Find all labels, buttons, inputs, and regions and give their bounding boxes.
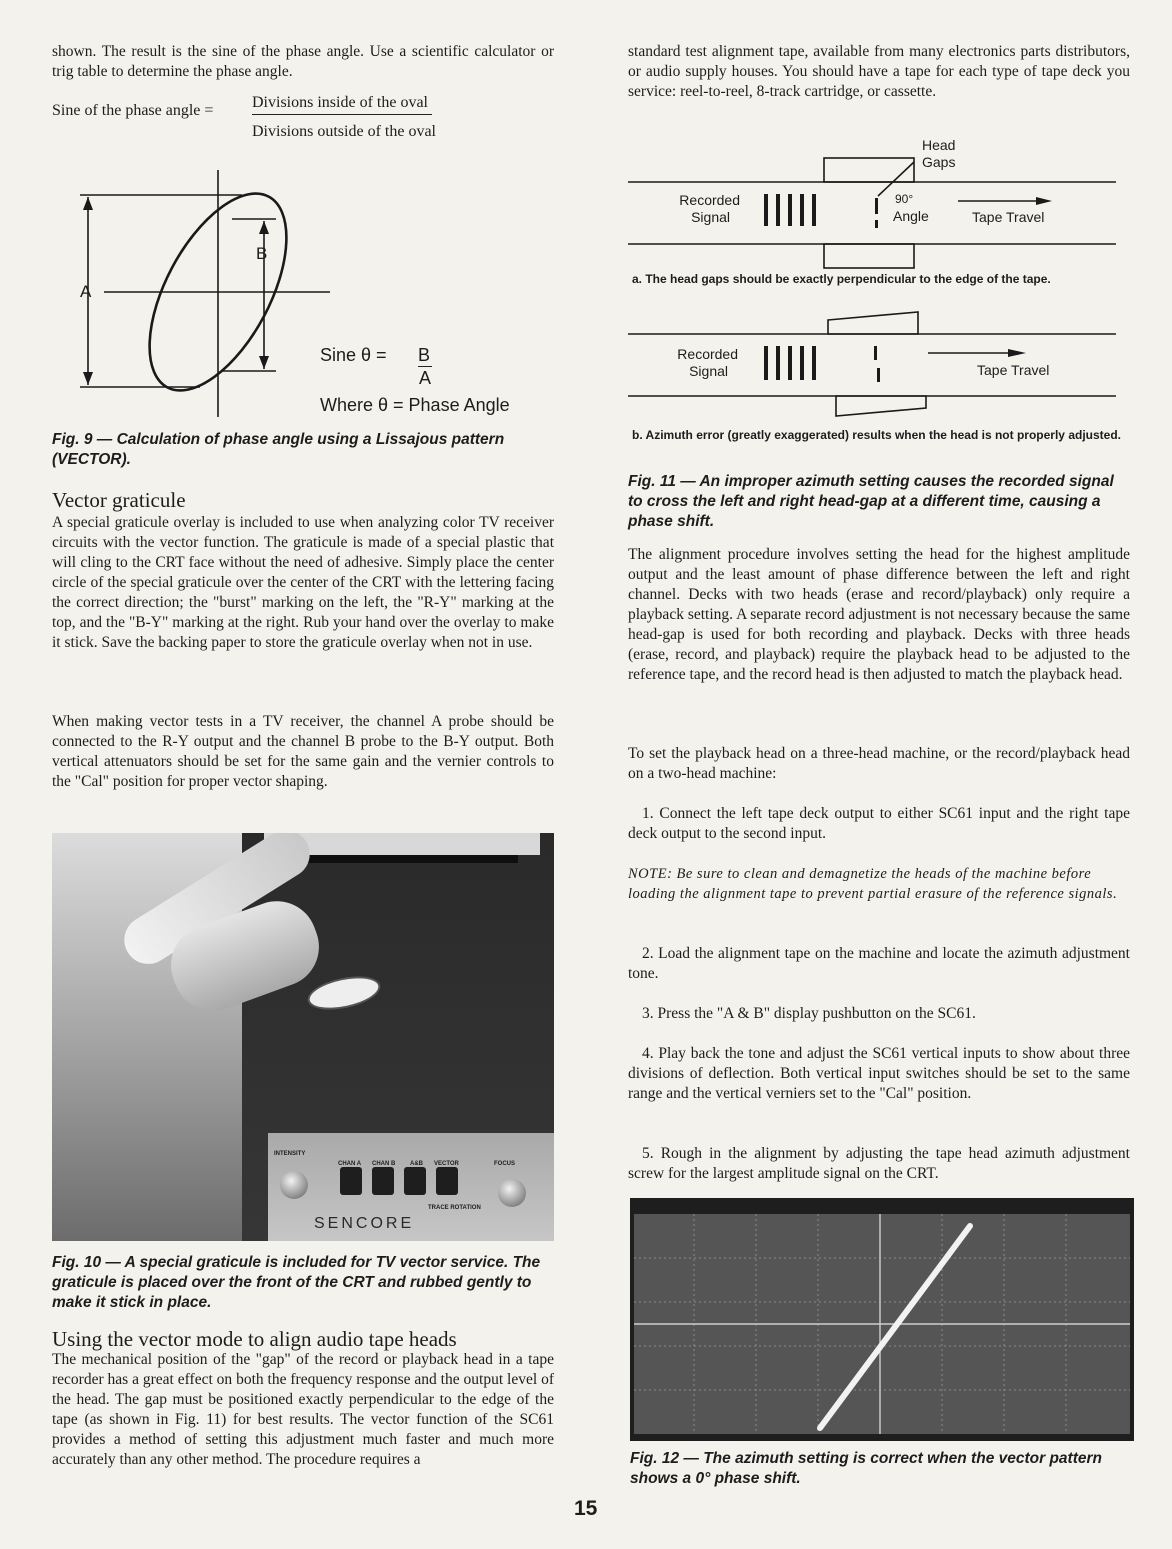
fig11a-head-gaps-label: Head Gaps <box>922 137 956 170</box>
skewed-head-top <box>828 312 918 334</box>
fig11a-signal-label: Signal <box>691 209 730 225</box>
step-4: 4. Play back the tone and adjust the SC61 vertical inputs to show about three divisions of deflection. Both vertical input switches should be set to the same range and the vertical verniers set to the "Cal" position. <box>628 1045 1130 1102</box>
focus-knob <box>498 1179 526 1207</box>
panel-label-ab: A&B <box>410 1161 423 1167</box>
to-set-paragraph: To set the playback head on a three-head machine, or the record/playback head on a two-head machine: <box>628 745 1130 782</box>
formula-lhs: Sine of the phase angle = <box>52 102 214 119</box>
phase-formula <box>52 96 554 146</box>
fig9-label-b: B <box>256 244 268 263</box>
fig11a-recorded-label: Recorded <box>679 192 740 208</box>
vector-paragraph-2: When making vector tests in a TV receiver, the channel A probe should be connected to the R-Y output and the channel B probe to the B-Y output. Both vertical attenuators should be set for the same gain and the vernier controls to the "Cal" position for proper vector shaping. <box>52 713 554 790</box>
sencore-logo: SENCORE <box>314 1215 415 1232</box>
chan-b-button <box>372 1167 394 1195</box>
skewed-head-bottom <box>836 396 926 416</box>
note-paragraph: NOTE: Be sure to clean and demagnetize the heads of the machine before loading the alignment tape to prevent partial erasure of the reference signals. <box>628 866 1118 902</box>
intensity-knob <box>280 1171 308 1199</box>
chan-a-button <box>340 1167 362 1195</box>
head-bottom <box>824 244 914 268</box>
crt-slot <box>278 855 518 863</box>
panel-label-chan-a: CHAN A <box>338 1161 362 1167</box>
fig9-sine-num: B <box>418 345 431 365</box>
vector-button <box>436 1167 458 1195</box>
step-2: 2. Load the alignment tape on the machine and locate the azimuth adjustment tone. <box>628 945 1130 982</box>
intro-paragraph: shown. The result is the sine of the phase angle. Use a scientific calculator or trig table to determine the phase angle. <box>52 43 554 80</box>
formula-numerator: Divisions inside of the oval <box>252 94 432 115</box>
page-number: 15 <box>574 1497 598 1520</box>
fig11b-tape-travel: Tape Travel <box>977 362 1050 378</box>
fig11b-recorded-label: Recorded <box>677 346 738 362</box>
fig9-sine-den: A <box>419 368 432 388</box>
formula-denominator: Divisions outside of the oval <box>252 123 436 140</box>
fig9-sine-lhs: Sine θ = <box>320 345 387 365</box>
fig10-photo <box>52 833 554 1241</box>
audio-paragraph: The mechanical position of the "gap" of the record or playback head in a tape recorder has a great effect on both the frequency response and the output level of the head. The gap must be positioned exactly perpendicular to the edge of the tape (as shown in Fig. 11) for best results. The vector function of the SC61 provides a method of setting this adjustment much faster and much more accurately than any other method. The procedure requires a <box>52 1351 554 1468</box>
vector-graticule-heading: Vector graticule <box>52 488 186 512</box>
step-5: 5. Rough in the alignment by adjusting the tape head azimuth adjustment screw for the largest amplitude signal on the CRT. <box>628 1145 1130 1182</box>
panel-label-intensity: INTENSITY <box>274 1151 306 1157</box>
vector-paragraph-1: A special graticule overlay is included to use when analyzing color TV receiver circuits with the vector function. The graticule is made of a special plastic that will cling to the CRT face without the need of adhesive. Simply place the center circle of the special graticule over the center of the CRT with the lettering facing the correct direction; the "burst" marking on the left, the "R-Y" marking at the top, and the "B-Y" marking at the right. Rub your hand over the overlay to make it stick. Save the backing paper to store the graticule overlay when not in use. <box>52 514 554 651</box>
fig11a-angle-degree: 90° <box>895 192 914 206</box>
fig12-caption: Fig. 12 — The azimuth setting is correct when the vector pattern shows a 0° phase shift. <box>630 1450 1102 1487</box>
right-intro-paragraph: standard test alignment tape, available from many electronics parts distributors, or audio supply houses. You should have a tape for each type of tape deck you service: reel-to-reel, 8-track cartridge, or cassette. <box>628 43 1130 100</box>
panel-label-vector: VECTOR <box>434 1161 459 1167</box>
fig9-caption: Fig. 9 — Calculation of phase angle using a Lissajous pattern (VECTOR). <box>52 431 505 468</box>
fig11b-subcaption: b. Azimuth error (greatly exaggerated) results when the head is not properly adjusted. <box>632 428 1121 442</box>
head-top <box>824 158 914 182</box>
fig11a-angle-label: Angle <box>893 208 929 224</box>
fig9-lissajous-diagram <box>52 165 554 427</box>
ab-button <box>404 1167 426 1195</box>
step-3: 3. Press the "A & B" display pushbutton on the SC61. <box>642 1005 976 1022</box>
control-panel <box>268 1133 554 1241</box>
panel-label-chan-b: CHAN B <box>372 1161 396 1167</box>
fig11b-signal-label: Signal <box>689 363 728 379</box>
fig11a-tape-travel: Tape Travel <box>972 209 1045 225</box>
fig11a-subcaption: a. The head gaps should be exactly perpendicular to the edge of the tape. <box>632 272 1051 286</box>
panel-label-trace-rotation: TRACE ROTATION <box>428 1205 481 1211</box>
panel-label-focus: FOCUS <box>494 1161 515 1167</box>
fig9-label-a: A <box>80 282 92 301</box>
fig11-caption: Fig. 11 — An improper azimuth setting causes the recorded signal to cross the left and right head-gap at a different time, causing a phase shift. <box>628 473 1114 530</box>
fig9-where: Where θ = Phase Angle <box>320 395 510 415</box>
alignment-paragraph: The alignment procedure involves setting the head for the highest amplitude output and the least amount of phase difference between the left and right channel. Decks with two heads (erase and record/playback) only require a playback setting. A separate record adjustment is not necessary because the same head-gap is used for both recording and playback. Decks with three heads (erase, record, and playback) require the playback head to be adjusted to the reference tape, and the record head is then adjusted to match the playback head. <box>628 546 1130 683</box>
crt-graticule <box>630 1198 1134 1441</box>
step-1: 1. Connect the left tape deck output to either SC61 input and the right tape deck output to the second input. <box>628 805 1130 842</box>
audio-heading: Using the vector mode to align audio tape heads <box>52 1327 457 1351</box>
fig12-crt-photo <box>630 1198 1134 1441</box>
fig10-caption: Fig. 10 — A special graticule is included for TV vector service. The graticule is placed over the front of the CRT and rubbed gently to make it stick in place. <box>52 1254 541 1311</box>
